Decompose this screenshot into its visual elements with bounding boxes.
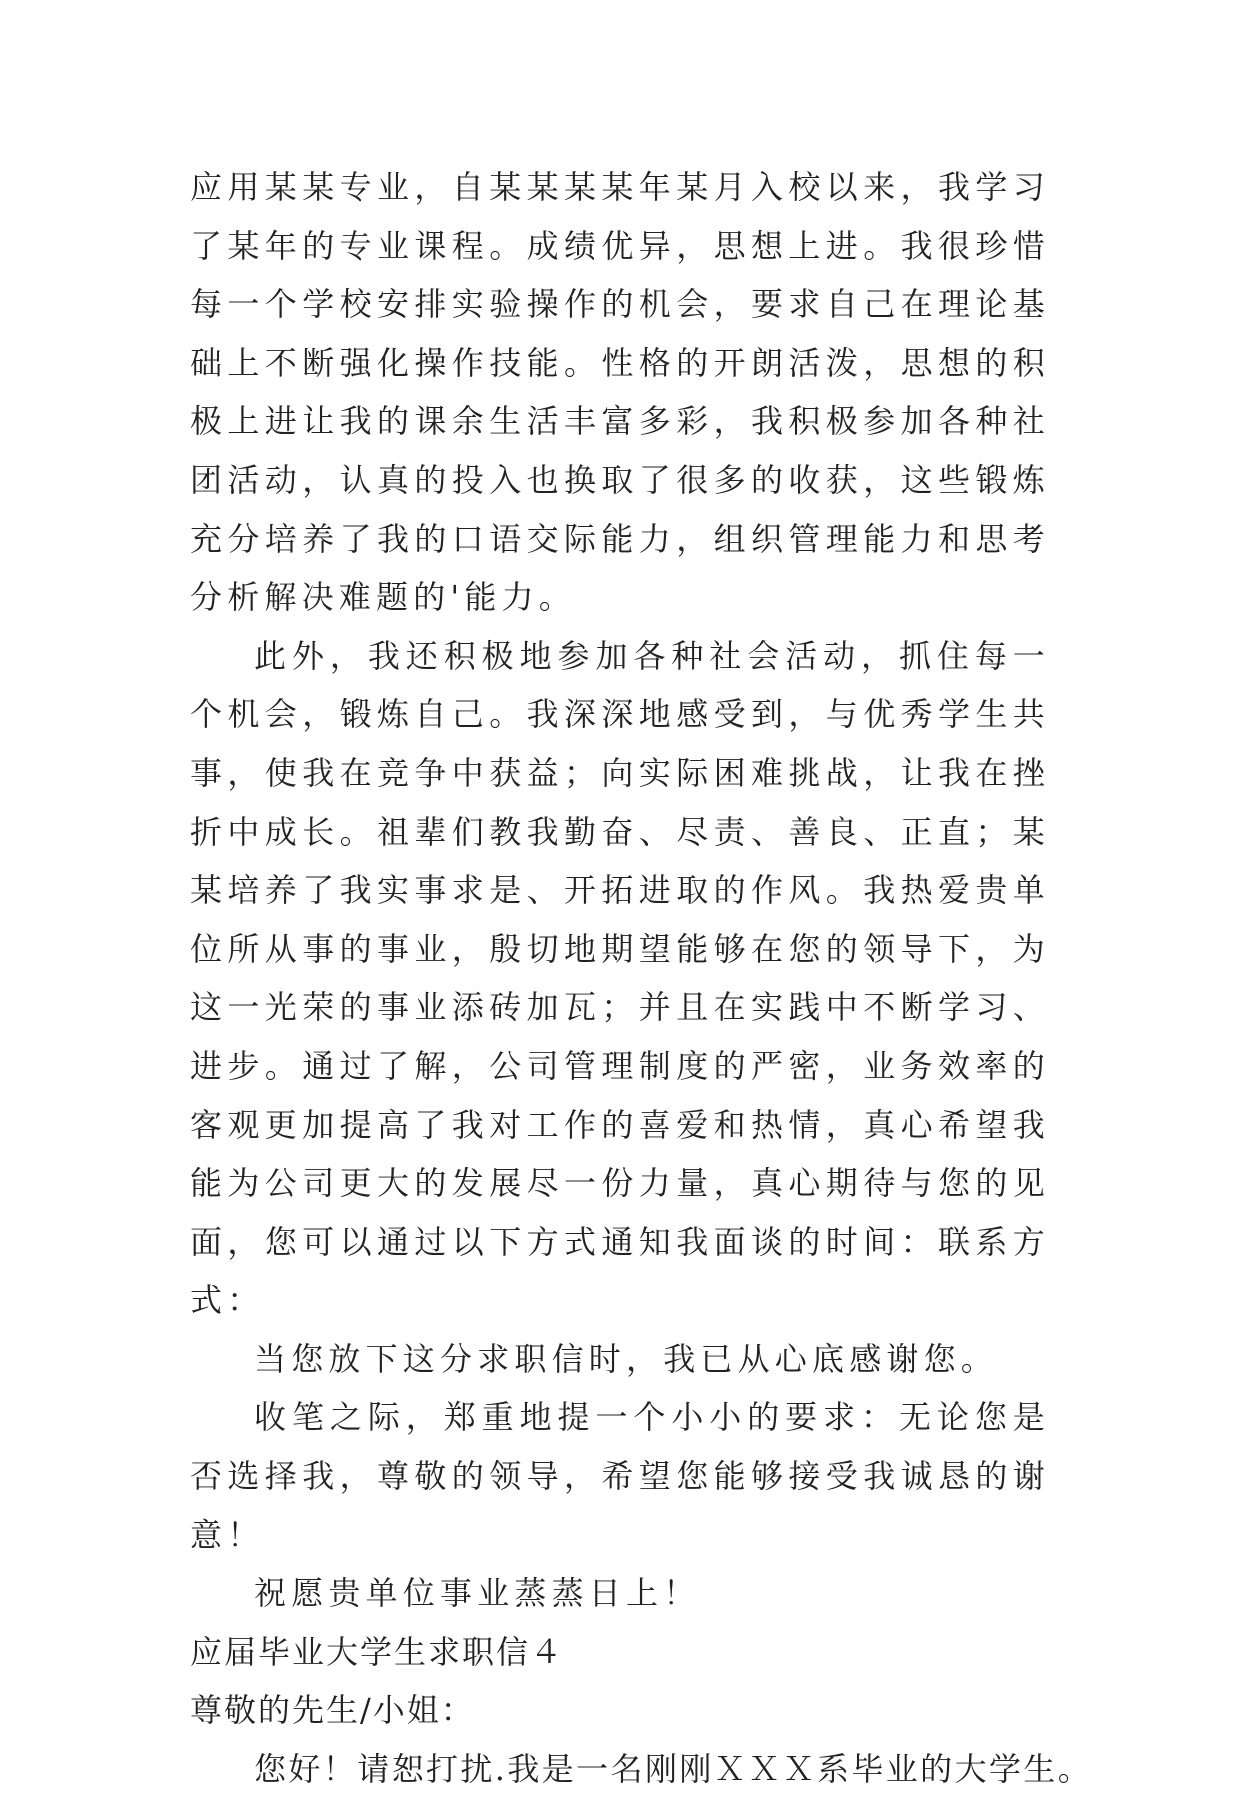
paragraph-request: 收笔之际，郑重地提一个小小的要求：无论您是否选择我，尊敬的领导，希望您能够接受我诚恳的谢意！ (190, 1398, 1050, 1554)
paragraph-wishes: 祝愿贵单位事业蒸蒸日上！ (254, 1574, 701, 1613)
salutation: 尊敬的先生/小姐： (190, 1691, 475, 1730)
paragraph-education: 应用某某专业，自某某某某年某月入校以来，我学习了某年的专业课程。成绩优异，思想上进。我很珍惜每一个学校安排实验操作的机会，要求自己在理论基础上不断强化操作技能。性格的开朗活泼，思想的积极上进让我的课余生活丰富多彩，我积极参加各种社团活动，认真的投入也换取了很多的收获，这些锻炼充分培养了我的口语交际能力，组织管理能力和思考分析解决难题的'能力。 (190, 168, 1050, 617)
paragraph-activities: 此外，我还积极地参加各种社会活动，抓住每一个机会，锻炼自己。我深深地感受到，与优秀学生共事，使我在竞争中获益；向实际困难挑战，让我在挫折中成长。祖辈们教我勤奋、尽责、善良、正直；某某培养了我实事求是、开拓进取的作风。我热爱贵单位所从事的事业，殷切地期望能够在您的领导下，为这一光荣的事业添砖加瓦；并且在实践中不断学习、进步。通过了解，公司管理制度的严密，业务效率的客观更加提高了我对工作的喜爱和热情，真心希望我能为公司更大的发展尽一份力量，真心期待与您的见面，您可以通过以下方式通知我面谈的时间：联系方式： (190, 636, 1050, 1320)
document-body (190, 158, 1093, 1799)
section-title: 应届毕业大学生求职信４ (190, 1632, 565, 1671)
paragraph-thanks: 当您放下这分求职信时，我已从心底感谢您。 (254, 1339, 999, 1378)
paragraph-opening: 您好！请恕打扰.我是一名刚刚ＸＸＸ系毕业的大学生。 (254, 1750, 1093, 1789)
